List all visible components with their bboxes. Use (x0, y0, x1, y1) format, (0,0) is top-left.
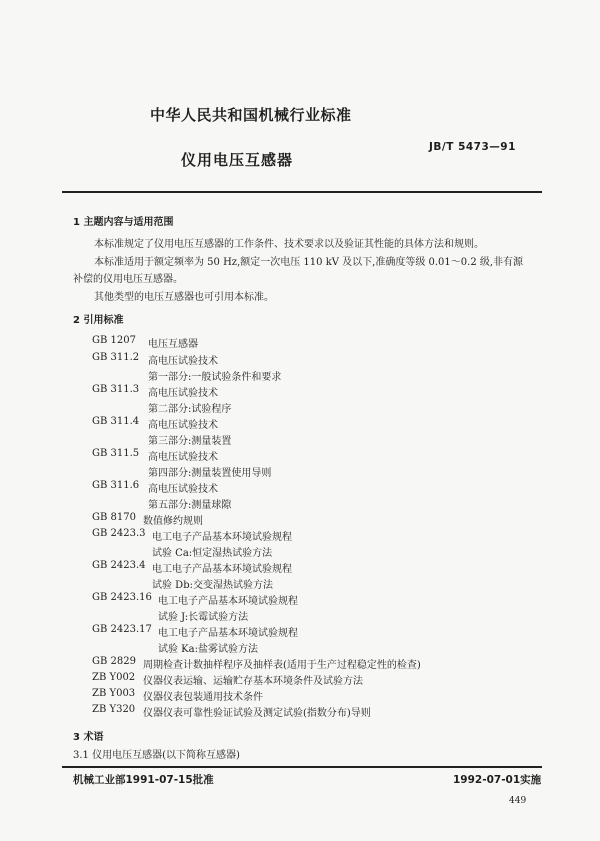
ref-subtitle: 第一部分:一般试验条件和要求 (148, 372, 282, 383)
ref-code: GB 2829 (92, 656, 136, 667)
ref-code: GB 311.3 (92, 384, 140, 395)
ref-subtitle: 试验 Db:交变湿热试验方法 (152, 580, 273, 591)
ref-code: GB 311.2 (92, 352, 140, 363)
ref-subtitle: 第二部分:试验程序 (148, 404, 232, 415)
ref-name: 数值修约规则 (143, 516, 203, 527)
ref-name: 仪器仪表包装通用技术条件 (143, 692, 263, 703)
ref-subtitle: 第三部分:测量装置 (148, 436, 232, 447)
ref-code: GB 311.4 (92, 416, 140, 427)
ref-name: 高电压试验技术 (148, 452, 218, 463)
ref-name: 高电压试验技术 (148, 420, 218, 431)
issuing-organization: 中华人民共和国机械行业标准 (150, 106, 352, 124)
ref-code: ZB Y320 (92, 704, 136, 715)
ref-code: GB 2423.17 (92, 624, 152, 635)
ref-code: GB 1207 (92, 335, 136, 346)
approval-line: 机械工业部1991-07-15批准 (73, 774, 214, 786)
ref-name: 高电压试验技术 (148, 356, 218, 367)
ref-name: 电工电子产品基本环境试验规程 (158, 596, 298, 607)
ref-subtitle: 试验 Ca:恒定湿热试验方法 (152, 548, 273, 559)
section-2-heading: 2 引用标准 (73, 315, 124, 326)
section-3-item-1: 3.1 仪用电压互感器(以下简称互感器) (73, 750, 240, 761)
ref-name: 仪器仪表运输、运输贮存基本环境条件及试验方法 (143, 676, 363, 687)
document-title: 仪用电压互感器 (181, 151, 294, 169)
ref-name: 仪器仪表可靠性验证试验及测定试验(指数分布)导则 (143, 708, 371, 719)
ref-name: 电工电子产品基本环境试验规程 (158, 628, 298, 639)
section-1-paragraph-2-cont: 补偿的仪用电压互感器。 (73, 274, 183, 285)
section-3-heading: 3 术语 (73, 732, 104, 743)
ref-code: GB 311.6 (92, 480, 140, 491)
ref-code: GB 8170 (92, 512, 136, 523)
section-1-paragraph-1: 本标准规定了仪用电压互感器的工作条件、技术要求以及验证其性能的具体方法和规则。 (94, 239, 484, 250)
ref-code: GB 2423.4 (92, 560, 146, 571)
ref-code: GB 311.5 (92, 448, 140, 459)
ref-name: 电压互感器 (148, 339, 198, 350)
ref-subtitle: 第五部分:测量球隙 (148, 500, 232, 511)
header-rule (62, 191, 542, 193)
standard-code: JB/T 5473—91 (429, 141, 516, 153)
section-1-paragraph-2: 本标准适用于额定频率为 50 Hz,额定一次电压 110 kV 及以下,准确度等级 0.01～0.2 级,非有源 (94, 257, 524, 268)
ref-name: 高电压试验技术 (148, 388, 218, 399)
ref-code: ZB Y002 (92, 672, 136, 683)
section-1-heading: 1 主题内容与适用范围 (73, 217, 174, 228)
ref-name: 电工电子产品基本环境试验规程 (152, 564, 292, 575)
page-number: 449 (509, 796, 527, 806)
footer-rule (62, 766, 542, 768)
ref-subtitle: 试验 J:长霉试验方法 (158, 612, 249, 623)
ref-code: GB 2423.3 (92, 528, 146, 539)
ref-name: 高电压试验技术 (148, 484, 218, 495)
ref-name: 周期检查计数抽样程序及抽样表(适用于生产过程稳定性的检查) (143, 660, 421, 671)
effective-date: 1992-07-01实施 (453, 774, 542, 786)
ref-code: GB 2423.16 (92, 592, 152, 603)
ref-code: ZB Y003 (92, 688, 136, 699)
ref-subtitle: 试验 Ka:盐雾试验方法 (158, 644, 258, 655)
ref-subtitle: 第四部分:测量装置使用导则 (148, 468, 272, 479)
section-1-paragraph-3: 其他类型的电压互感器也可引用本标准。 (94, 292, 274, 303)
ref-name: 电工电子产品基本环境试验规程 (152, 532, 292, 543)
